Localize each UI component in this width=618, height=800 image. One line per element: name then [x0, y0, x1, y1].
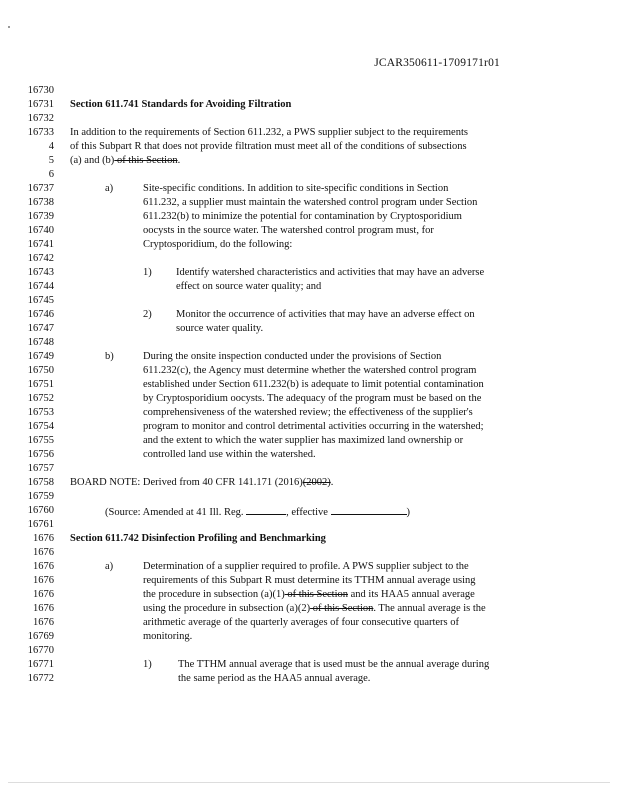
item-a1-line: the same period as the HAA5 annual average. — [178, 673, 371, 684]
item-a1-label: 1) — [143, 659, 152, 670]
line-number: 1676 — [33, 561, 54, 572]
subsection-a-label: a) — [105, 183, 114, 194]
line-number: 16750 — [27, 365, 54, 376]
line-number: 16761 — [27, 519, 54, 530]
line-number: 4 — [48, 141, 54, 152]
subsection-b-line: controlled land use within the watershed. — [143, 449, 316, 460]
struck-text: of this Section — [284, 589, 348, 600]
line-number: 16746 — [27, 309, 54, 320]
subsection-b-line: established under Section 611.232(b) is adequate to limit potential contamination — [143, 379, 484, 390]
line-number: 16743 — [27, 267, 54, 278]
line-number: 16757 — [27, 463, 54, 474]
subsection-b-label: b) — [105, 351, 114, 362]
line-number: 16742 — [27, 253, 54, 264]
subsection-a-line: arithmetic average of the quarterly averages of four consecutive quarters of — [143, 617, 460, 628]
line-number: 16769 — [27, 631, 54, 642]
body-text: the procedure in subsection (a)(1) — [143, 589, 285, 600]
line-number: 1676 — [33, 603, 54, 614]
subsection-a-line — [143, 588, 475, 601]
line-number: 16738 — [27, 197, 54, 208]
source-text: ) — [406, 507, 411, 518]
section-611-742-heading: Section 611.742 Disinfection Profiling and Benchmarking — [70, 533, 326, 544]
subsection-b-line: and the extent to which the water supplier has maximized land ownership or — [143, 435, 464, 446]
struck-text: of this Section — [114, 155, 178, 166]
intro-paragraph-line: of this Subpart R that does not provide filtration must meet all of the conditions of subsections — [70, 141, 467, 152]
source-text: (Source: Amended at 41 Ill. Reg. — [105, 507, 247, 518]
subsection-b-line: 611.232(c), the Agency must determine whether the watershed control program — [143, 365, 477, 376]
struck-text: (2002) — [302, 477, 331, 488]
item-a1-label: 1) — [143, 267, 152, 278]
line-number: 16752 — [27, 393, 54, 404]
board-note — [70, 476, 333, 489]
item-a1-line: effect on source water quality; and — [176, 281, 322, 292]
line-number: 16756 — [27, 449, 54, 460]
subsection-b-line: comprehensiveness of the watershed review; the effectiveness of the supplier's — [143, 407, 473, 418]
blank-underline — [246, 504, 286, 515]
subsection-a-line: Cryptosporidium, do the following: — [143, 239, 293, 250]
line-number: 16731 — [27, 99, 54, 110]
body-text: using the procedure in subsection (a)(2) — [143, 603, 311, 614]
line-number: 16733 — [27, 127, 54, 138]
intro-paragraph-line: In addition to the requirements of Section 611.232, a PWS supplier subject to the requirements — [70, 127, 468, 138]
subsection-a-line: 611.232, a supplier must maintain the watershed control program under Section — [143, 197, 478, 208]
line-number: 16737 — [27, 183, 54, 194]
line-number: 16744 — [27, 281, 54, 292]
line-number: 16751 — [27, 379, 54, 390]
line-number: 1676 — [33, 617, 54, 628]
subsection-a-line: Site-specific conditions. In addition to site-specific conditions in Section — [143, 183, 449, 194]
subsection-b-line: During the onsite inspection conducted under the provisions of Section — [143, 351, 442, 362]
subsection-b-line: by Cryptosporidium oocysts. The adequacy of the program must be based on the — [143, 393, 482, 404]
board-note-text: BOARD NOTE: Derived from 40 CFR 141.171 (2016) — [70, 477, 303, 488]
line-number: 16741 — [27, 239, 54, 250]
line-number: 1676 — [33, 547, 54, 558]
line-number: 16732 — [27, 113, 54, 124]
line-number: 16759 — [27, 491, 54, 502]
source-text: , effective — [286, 507, 331, 518]
subsection-a-line: requirements of this Subpart R must determine its TTHM annual average using — [143, 575, 476, 586]
item-a1-line: Identify watershed characteristics and activities that may have an adverse — [176, 267, 485, 278]
subsection-a-line: 611.232(b) to minimize the potential for contamination by Cryptosporidium — [143, 211, 462, 222]
line-number: 16747 — [27, 323, 54, 334]
struck-text: of this Section — [310, 603, 374, 614]
line-number: 5 — [48, 155, 54, 166]
subsection-a-line — [143, 602, 486, 615]
body-text: and its HAA5 annual average — [348, 589, 475, 600]
line-number: 16745 — [27, 295, 54, 306]
line-number: 16749 — [27, 351, 54, 362]
page-bottom-edge — [8, 782, 610, 783]
line-number: 1676 — [33, 575, 54, 586]
line-number: 6 — [48, 169, 54, 180]
subsection-b-line: program to monitor and control detrimental activities occurring in the watershed; — [143, 421, 484, 432]
line-number: 1676 — [33, 533, 54, 544]
line-number: 16730 — [27, 85, 54, 96]
source-note — [105, 504, 410, 519]
subsection-a-label: a) — [105, 561, 114, 572]
line-number: 16755 — [27, 435, 54, 446]
intro-paragraph-line — [70, 154, 180, 167]
subsection-a-line: oocysts in the source water. The watershed control program must, for — [143, 225, 434, 236]
item-a2-line: Monitor the occurrence of activities that may have an adverse effect on — [176, 309, 475, 320]
subsection-a-line: Determination of a supplier required to profile. A PWS supplier subject to the — [143, 561, 469, 572]
intro-text: (a) and (b) — [70, 155, 115, 166]
item-a2-line: source water quality. — [176, 323, 264, 334]
line-number: 16754 — [27, 421, 54, 432]
item-a2-label: 2) — [143, 309, 152, 320]
section-611-741-heading: Section 611.741 Standards for Avoiding Filtration — [70, 99, 292, 110]
line-number: 16758 — [27, 477, 54, 488]
line-number: 1676 — [33, 589, 54, 600]
board-note-text: . — [330, 477, 334, 488]
line-number: 16739 — [27, 211, 54, 222]
document-id-header: JCAR350611-1709171r01 — [374, 57, 500, 69]
item-a1-line: The TTHM annual average that is used must be the annual average during — [178, 659, 490, 670]
subsection-a-line: monitoring. — [143, 631, 193, 642]
line-number: 16760 — [27, 505, 54, 516]
line-number: 16740 — [27, 225, 54, 236]
body-text: . The annual average is the — [373, 603, 486, 614]
line-number: 16753 — [27, 407, 54, 418]
line-number: 16772 — [27, 673, 54, 684]
line-number: 16748 — [27, 337, 54, 348]
intro-text: . — [177, 155, 181, 166]
scan-speck — [8, 26, 10, 28]
line-number: 16771 — [27, 659, 54, 670]
blank-underline — [331, 504, 407, 515]
line-number: 16770 — [27, 645, 54, 656]
